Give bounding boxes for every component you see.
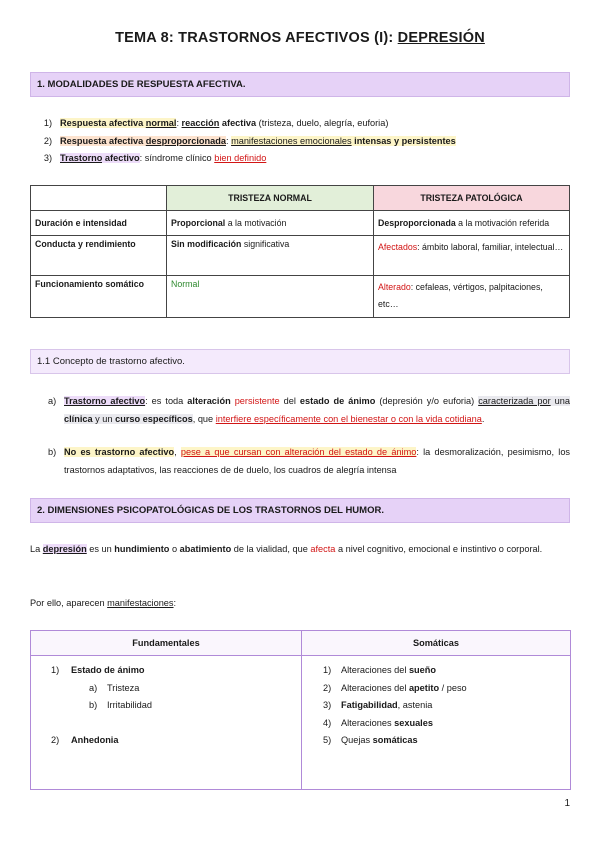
table-row xyxy=(31,276,570,318)
list-label: Irritabilidad xyxy=(107,700,152,710)
text-red: afecta xyxy=(310,544,336,554)
text: Alteraciones del xyxy=(341,665,409,675)
list-item xyxy=(41,663,296,681)
cell-bold: Proporcional xyxy=(171,218,226,228)
list-number: 3) xyxy=(43,153,52,163)
modality-term: Respuesta afectiva xyxy=(60,135,146,146)
cell-pathological xyxy=(374,236,570,276)
text: , xyxy=(174,447,181,457)
cell-red: Afectados xyxy=(378,242,418,252)
text: es un xyxy=(86,544,115,554)
paragraph-text xyxy=(64,393,570,428)
text: : es toda xyxy=(145,396,188,406)
cell-text: : cefaleas, vértigos, palpitaciones, etc… xyxy=(378,282,543,309)
section-heading-1: 1. MODALIDADES DE RESPUESTA AFECTIVA. xyxy=(30,72,570,97)
text: del xyxy=(279,396,300,406)
table-header-pathological: TRISTEZA PATOLÓGICA xyxy=(374,186,570,211)
concept-paragraph-a xyxy=(30,393,570,428)
text-bold: somáticas xyxy=(372,735,418,745)
list-item xyxy=(311,698,566,716)
cell-red: Alterado xyxy=(378,282,411,292)
modality-def: intensas y persistentes xyxy=(351,135,456,146)
list-item xyxy=(311,681,566,699)
list-label xyxy=(341,698,432,712)
list-item xyxy=(30,116,570,134)
list-label xyxy=(341,733,418,747)
cell-text: significativa xyxy=(241,239,290,249)
table-header-somaticas: Somáticas xyxy=(302,631,570,656)
text: Quejas xyxy=(341,735,373,745)
text: . xyxy=(481,413,485,424)
cell-text: a la motivación xyxy=(225,218,287,228)
column-divider xyxy=(301,631,302,789)
text-underlined: manifestaciones xyxy=(107,598,174,608)
cell-pathological xyxy=(374,211,570,236)
list-number: 3) xyxy=(323,700,332,710)
list-label xyxy=(341,663,436,677)
text-bold: sexuales xyxy=(394,717,433,728)
cell-normal xyxy=(167,211,374,236)
text: : xyxy=(173,598,177,608)
paragraph-label: b) xyxy=(48,447,57,457)
modality-examples: (tristeza, duelo, alegría, euforia) xyxy=(256,118,389,128)
text-red-underlined: interfiere específicamente con el bienestar o con la vida cotidiana xyxy=(215,413,482,424)
list-number: 1) xyxy=(43,118,52,128)
list-item xyxy=(30,134,570,152)
list-number: a) xyxy=(89,682,98,693)
row-label: Funcionamiento somático xyxy=(31,276,167,318)
cell-bold: Sin modificación xyxy=(171,239,242,249)
modality-def: afectiva xyxy=(219,118,257,128)
list-item xyxy=(30,151,570,169)
term: depresión xyxy=(42,544,87,554)
concept-paragraph-b xyxy=(30,444,570,479)
list-number: 4) xyxy=(323,717,332,728)
text-bold: abatimiento xyxy=(179,544,232,554)
text: de la vialidad, que xyxy=(231,544,311,554)
list-label: Estado de ánimo xyxy=(71,665,145,675)
manifestations-intro xyxy=(30,595,570,613)
text-red-underlined: pese a que cursan con alteración del estado de ánimo xyxy=(180,447,417,457)
text: o xyxy=(169,544,180,554)
table-header-normal: TRISTEZA NORMAL xyxy=(167,186,374,211)
modality-term: Respuesta afectiva xyxy=(60,118,146,128)
text: La xyxy=(30,544,43,554)
section-heading-2: 2. DIMENSIONES PSICOPATOLÓGICAS DE LOS TRASTORNOS DEL HUMOR. xyxy=(30,498,570,523)
cell-normal xyxy=(167,236,374,276)
fundamentales-list xyxy=(41,663,296,750)
term: No es trastorno afectivo xyxy=(64,447,175,457)
list-number: 1) xyxy=(323,665,332,675)
sadness-comparison-table xyxy=(30,185,570,318)
text-red: persistente xyxy=(230,396,280,406)
list-item xyxy=(311,663,566,681)
row-label: Duración e intensidad xyxy=(31,211,167,236)
modalities-list xyxy=(30,116,570,169)
text: , que xyxy=(192,413,216,424)
list-number: 5) xyxy=(323,735,332,745)
paragraph-label: a) xyxy=(48,396,57,406)
page-number: 1 xyxy=(564,798,570,809)
table-header-fundamentales: Fundamentales xyxy=(31,631,301,656)
list-item xyxy=(41,681,296,699)
text: / peso xyxy=(439,682,467,693)
depression-definition xyxy=(30,541,570,559)
text-highlight: curso específicos xyxy=(115,413,193,424)
modality-term: Trastorno xyxy=(60,153,103,163)
modality-keyword: afectivo xyxy=(102,153,140,163)
cell-pathological xyxy=(374,276,570,318)
cell-text: a la motivación referida xyxy=(455,218,550,228)
list-number: 2) xyxy=(323,682,332,693)
list-number: 2) xyxy=(43,135,52,146)
text-highlight: caracterizada por xyxy=(478,396,551,406)
table-header-empty xyxy=(31,186,167,211)
list-item xyxy=(311,716,566,734)
text: (depresión y/o euforia) xyxy=(375,396,479,406)
title-highlight: DEPRESIÓN xyxy=(397,30,485,46)
list-label xyxy=(341,716,433,730)
text: Por ello, aparecen xyxy=(30,598,108,608)
text-highlight: y un xyxy=(92,413,116,424)
text-highlight: clínica xyxy=(64,413,93,424)
text-bold: sueño xyxy=(408,665,436,675)
modality-def-key: bien definido xyxy=(214,153,267,163)
cell-green: Normal xyxy=(171,279,200,289)
modality-def-key: reacción xyxy=(181,118,220,128)
modality-def: : síndrome clínico xyxy=(139,153,215,163)
text-bold: hundimiento xyxy=(114,544,170,554)
text: , astenia xyxy=(397,700,433,710)
title-prefix: TEMA 8: TRASTORNOS AFECTIVOS (I): xyxy=(115,30,398,46)
list-label: Tristeza xyxy=(107,682,140,693)
page-title xyxy=(0,30,600,46)
table-header-row xyxy=(31,186,570,211)
text: : la desmoralización, pesimismo, los trastornos adaptativos, las reacciones de de duelo, los cuadros de alegría intensa xyxy=(64,447,571,475)
cell-bold: Desproporcionada xyxy=(378,218,456,228)
text-bold: Fatigabilidad xyxy=(341,700,398,710)
table-row xyxy=(31,236,570,276)
cell-normal xyxy=(167,276,374,318)
list-item xyxy=(41,698,296,716)
modality-keyword: normal xyxy=(145,118,177,128)
row-label: Conducta y rendimiento xyxy=(31,236,167,276)
table-row xyxy=(31,211,570,236)
section-heading-1-1: 1.1 Concepto de trastorno afectivo. xyxy=(30,349,570,374)
text-highlight: una xyxy=(550,396,570,406)
list-item xyxy=(41,733,296,751)
list-label: Anhedonia xyxy=(71,734,119,745)
text: a nivel cognitivo, emocional e instintivo o corporal. xyxy=(335,544,543,554)
text-bold: apetito xyxy=(408,682,440,693)
text-bold: estado de ánimo xyxy=(299,396,376,406)
list-item xyxy=(311,733,566,751)
cell-text: : ámbito laboral, familiar, intelectual… xyxy=(417,242,564,252)
somaticas-list xyxy=(311,663,566,751)
modality-def-key: manifestaciones emocionales xyxy=(231,135,352,146)
separator: : xyxy=(225,135,232,146)
modality-keyword: desproporcionada xyxy=(145,135,226,146)
separator: : xyxy=(176,118,182,128)
text-bold: alteración xyxy=(187,396,231,406)
term: Trastorno afectivo xyxy=(64,396,146,406)
manifestations-table xyxy=(30,630,571,790)
paragraph-text xyxy=(64,444,570,479)
list-label xyxy=(341,681,467,695)
text: Alteraciones del xyxy=(341,682,409,693)
list-number: 2) xyxy=(51,734,60,745)
list-number: b) xyxy=(89,700,98,710)
list-number: 1) xyxy=(51,665,60,675)
text: Alteraciones xyxy=(341,717,395,728)
